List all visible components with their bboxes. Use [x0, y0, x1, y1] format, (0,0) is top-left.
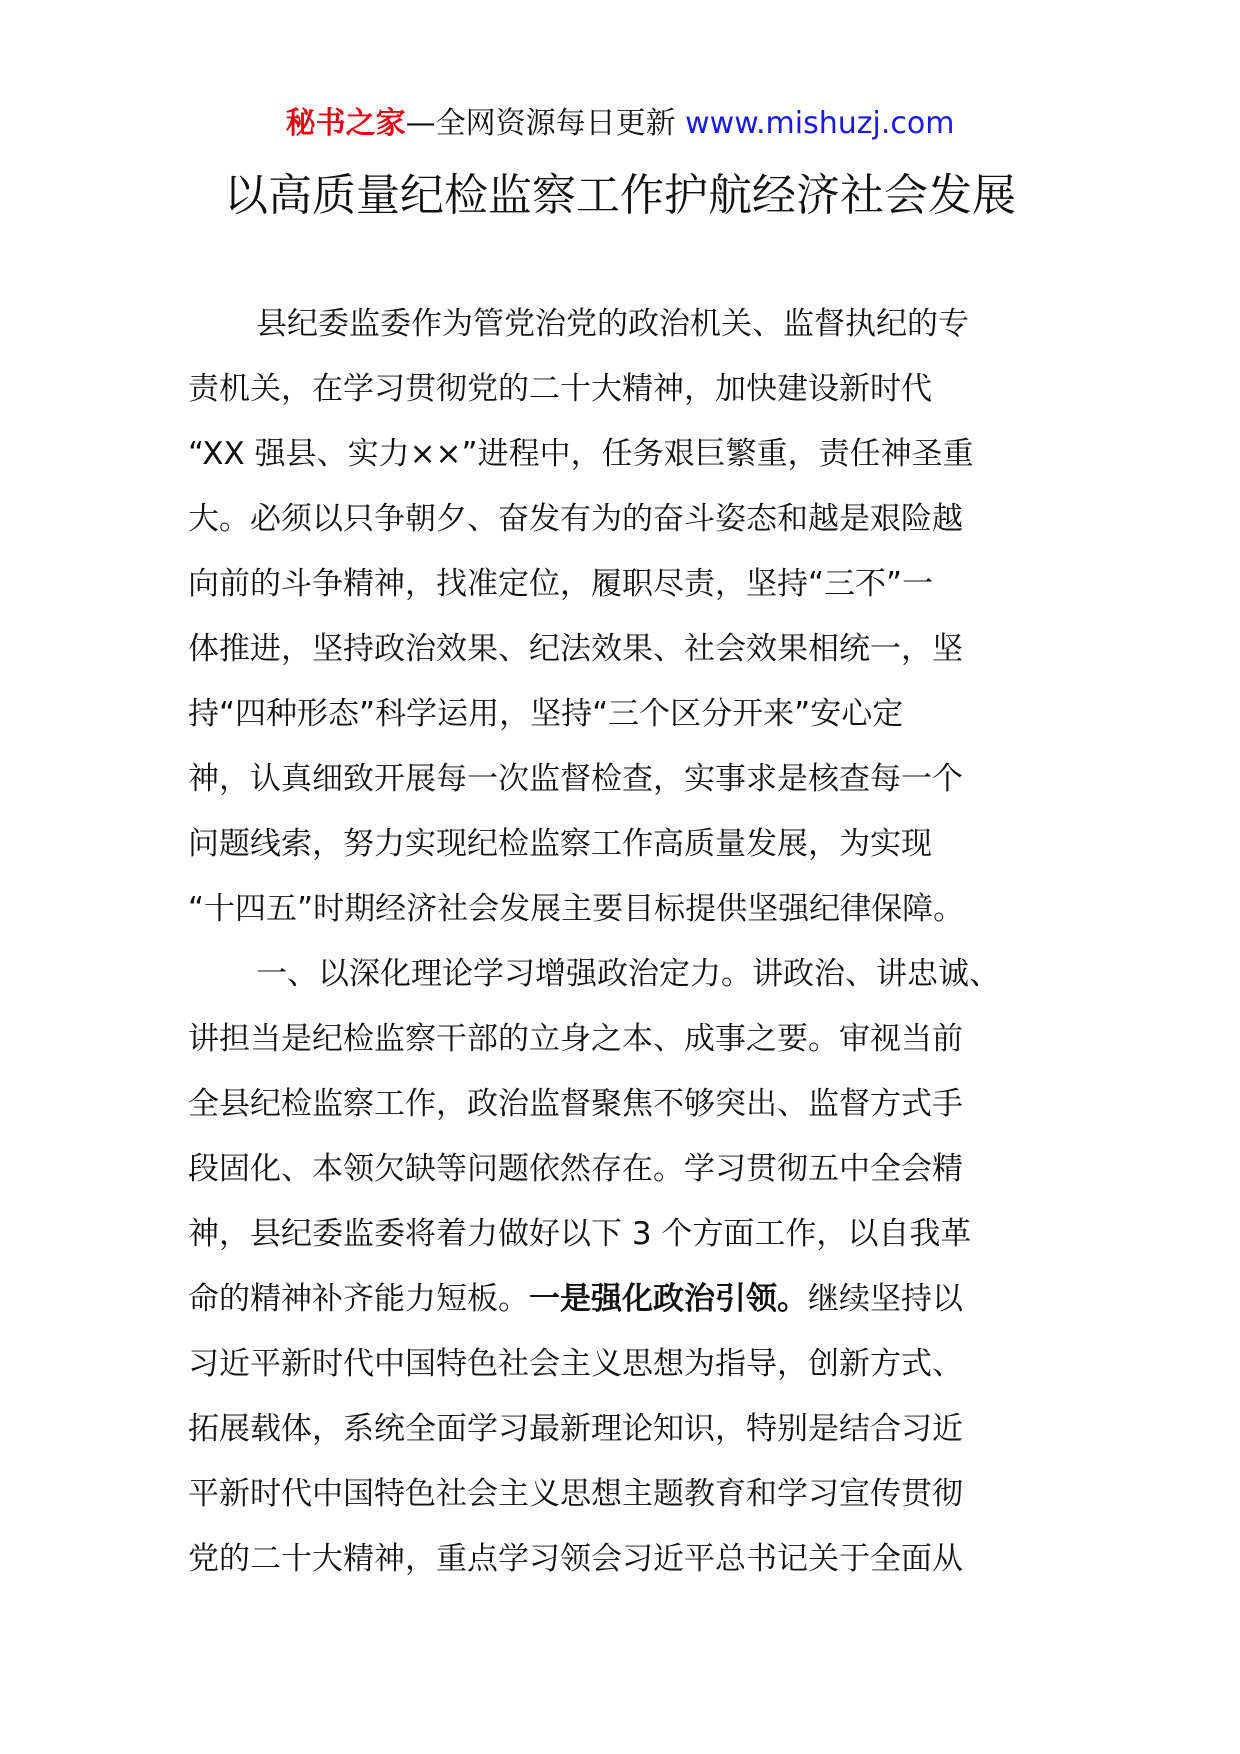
bold-phrase: 一是强化政治引领。 [529, 1281, 808, 1317]
paragraph-line: 持“四种形态”科学运用，坚持“三个区分开来”安心定 [188, 696, 904, 732]
paragraph-line: 神，县纪委监委将着力做好以下 3 个方面工作，以自我革 [188, 1216, 972, 1252]
paragraph-line: 神，认真细致开展每一次监督检查，实事求是核查每一个 [188, 761, 963, 797]
paragraph-line: 大。必须以只争朝夕、奋发有为的奋斗姿态和越是艰险越 [188, 501, 963, 537]
document-body [188, 292, 1048, 1592]
paragraph-line: 拓展载体，系统全面学习最新理论知识，特别是结合习近 [188, 1411, 963, 1447]
section-heading-line: 一、以深化理论学习增强政治定力。讲政治、讲忠诚、 [256, 956, 1000, 992]
paragraph-line: 习近平新时代中国特色社会主义思想为指导，创新方式、 [188, 1346, 963, 1382]
paragraph-line: 党的二十大精神，重点学习领会习近平总书记关于全面从 [188, 1541, 963, 1577]
paragraph-line: 讲担当是纪检监察干部的立身之本、成事之要。审视当前 [188, 1021, 963, 1057]
line-text-tail: 继续坚持以 [808, 1281, 963, 1317]
paragraph-line: 体推进，坚持政治效果、纪法效果、社会效果相统一，坚 [188, 631, 963, 667]
paragraph-line: 全县纪检监察工作，政治监督聚焦不够突出、监督方式手 [188, 1086, 963, 1122]
paragraph-line: 段固化、本领欠缺等问题依然存在。学习贯彻五中全会精 [188, 1151, 963, 1187]
paragraph-line: 县纪委监委作为管党治党的政治机关、监督执纪的专 [256, 306, 969, 342]
brand-name: 秘书之家 [285, 106, 406, 141]
site-header [0, 104, 1240, 144]
paragraph-line: 问题线索，努力实现纪检监察工作高质量发展，为实现 [188, 826, 932, 862]
paragraph-line: 责机关，在学习贯彻党的二十大精神，加快建设新时代 [188, 371, 932, 407]
paragraph-line: “十四五”时期经济社会发展主要目标提供坚强纪律保障。 [188, 891, 965, 927]
paragraph-line: 平新时代中国特色社会主义思想主题教育和学习宣传贯彻 [188, 1476, 963, 1512]
header-tagline: —全网资源每日更新 [405, 106, 686, 141]
paragraph-line-mixed [188, 1267, 1048, 1332]
paragraph-line: “XX 强县、实力××”进程中，任务艰巨繁重，责任神圣重 [188, 436, 974, 472]
site-url[interactable]: www.mishuzj.com [685, 106, 955, 141]
document-title: 以高质量纪检监察工作护航经济社会发展 [224, 170, 1016, 221]
paragraph-line: 向前的斗争精神，找准定位，履职尽责，坚持“三不”一 [188, 566, 934, 602]
line-text: 命的精神补齐能力短板。 [188, 1281, 529, 1317]
